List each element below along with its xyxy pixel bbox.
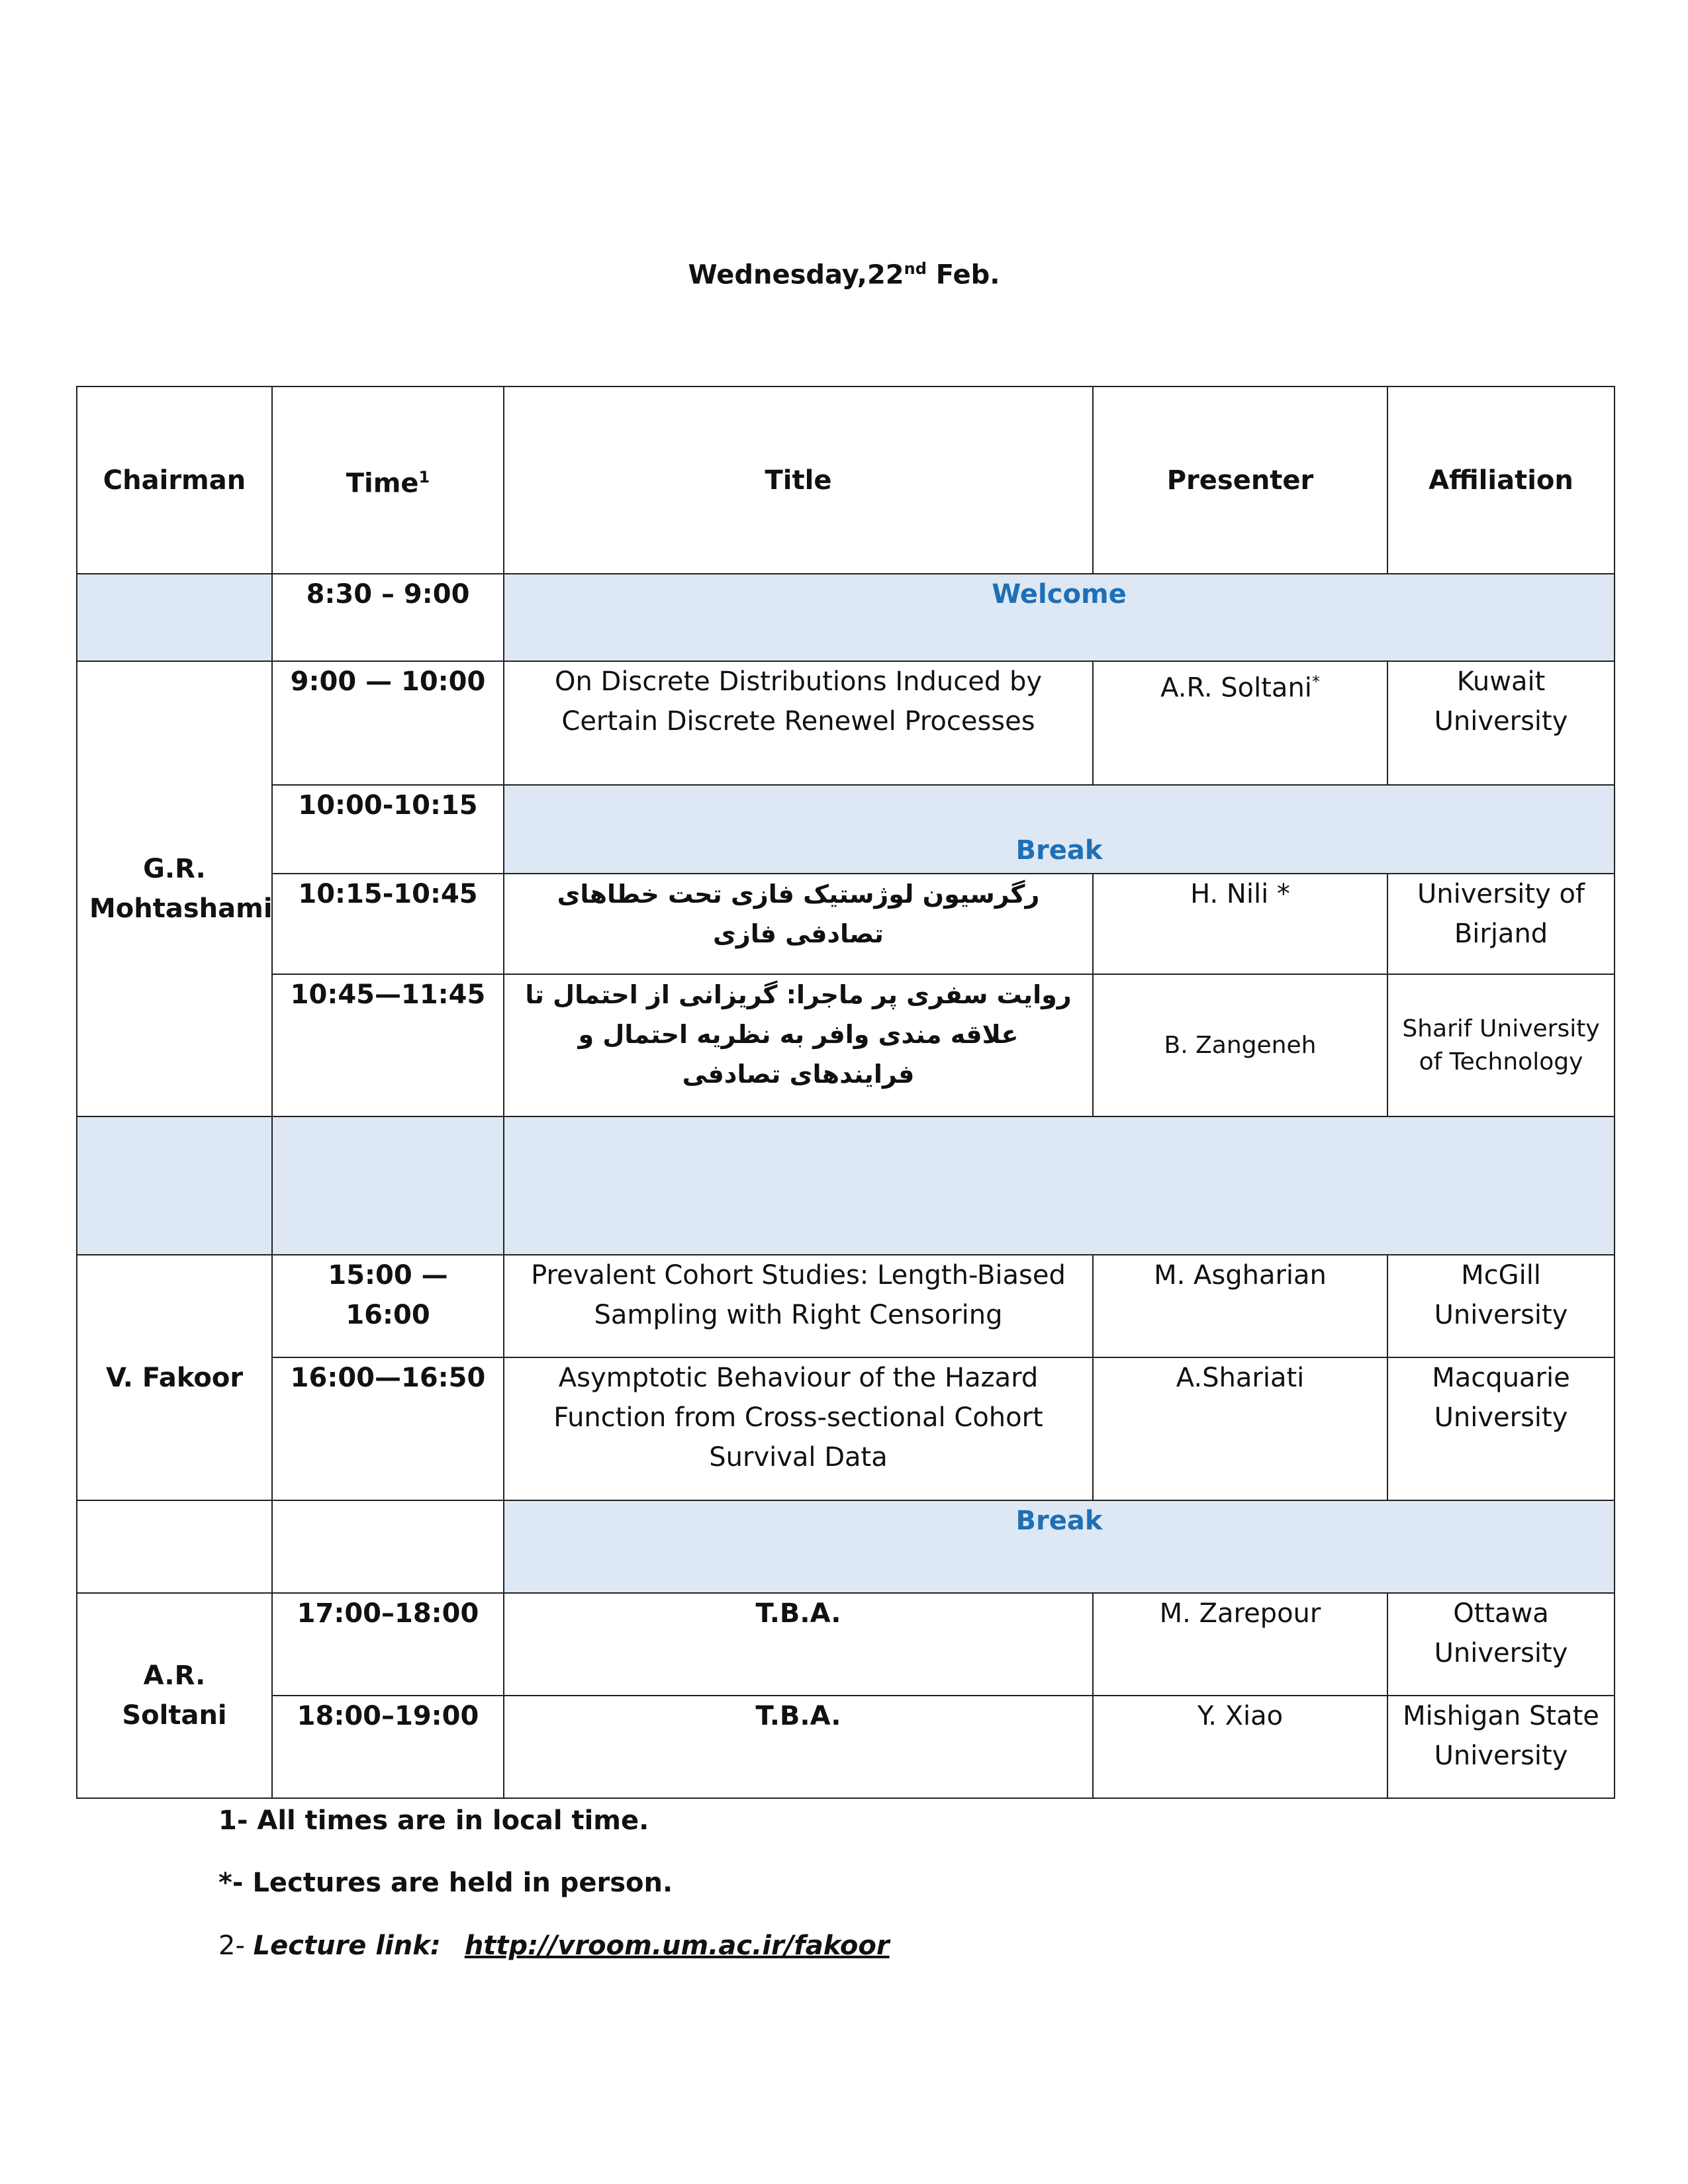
talk-time: 15:00 — 16:00: [272, 1255, 504, 1357]
header-presenter: Presenter: [1093, 387, 1387, 574]
lecture-link[interactable]: http://vroom.um.ac.ir/fakoor: [464, 1931, 890, 1961]
break-label: Break: [504, 785, 1615, 874]
talk-title: Prevalent Cohort Studies: Length-Biased Sampling with Right Censoring: [504, 1255, 1093, 1357]
header-chairman: Chairman: [77, 387, 272, 574]
presenter-sup: *: [1311, 672, 1320, 691]
presenter-name: A.R. Soltani: [1160, 672, 1312, 704]
break-time: 10:00-10:15: [272, 785, 504, 874]
talk-affiliation: University of Birjand: [1387, 874, 1615, 974]
talk-time: 10:45—11:45: [272, 974, 504, 1116]
table-row: [77, 1357, 1615, 1500]
table-row: [77, 661, 1615, 785]
talk-affiliation: Ottawa University: [1387, 1593, 1615, 1696]
header-affiliation: Affiliation: [1387, 387, 1615, 574]
header-time-sup: 1: [418, 467, 430, 486]
note-local-time: 1- All times are in local time.: [218, 1805, 649, 1836]
talk-presenter: H. Nili *: [1093, 874, 1387, 974]
talk-title: روایت سفری پر ماجرا: گریزانی از احتمال تا علاقه مندی وافر به نظریه احتمال و فرایندهای تصادفی: [504, 974, 1093, 1116]
welcome-chair-cell: [77, 574, 272, 661]
talk-time: 10:15-10:45: [272, 874, 504, 974]
page-title: [0, 259, 1688, 290]
title-rest: Feb.: [926, 259, 1000, 291]
break-chair-cell: [77, 1500, 272, 1593]
header-row: [77, 387, 1615, 574]
talk-title: Asymptotic Behaviour of the Hazard Function from Cross-sectional Cohort Survival Data: [504, 1357, 1093, 1500]
talk-affiliation: Macquarie University: [1387, 1357, 1615, 1500]
schedule-table: [76, 386, 1615, 1799]
gap-cell: [77, 1116, 272, 1255]
talk-time: 18:00–19:00: [272, 1696, 504, 1798]
header-title: Title: [504, 387, 1093, 574]
talk-presenter: A.Shariati: [1093, 1357, 1387, 1500]
talk-title: T.B.A.: [504, 1593, 1093, 1696]
table-row: [77, 974, 1615, 1116]
break-row: [77, 785, 1615, 874]
talk-presenter: Y. Xiao: [1093, 1696, 1387, 1798]
header-time: [272, 387, 504, 574]
table-row: [77, 1593, 1615, 1696]
welcome-row: [77, 574, 1615, 661]
chair-mohtashami: G.R. Mohtashami: [77, 661, 272, 1116]
gap-cell: [272, 1116, 504, 1255]
gap-row: [77, 1116, 1615, 1255]
talk-affiliation: McGill University: [1387, 1255, 1615, 1357]
talk-title: On Discrete Distributions Induced by Certain Discrete Renewel Processes: [504, 661, 1093, 785]
chair-soltani: A.R. Soltani: [77, 1593, 272, 1798]
talk-time: 9:00 — 10:00: [272, 661, 504, 785]
title-day: Wednesday,22: [688, 259, 904, 291]
talk-affiliation: Mishigan State University: [1387, 1696, 1615, 1798]
welcome-label: Welcome: [504, 574, 1615, 661]
header-time-label: Time: [346, 468, 419, 499]
welcome-time: 8:30 – 9:00: [272, 574, 504, 661]
title-sup: nd: [904, 259, 927, 278]
note-lecture-link: [218, 1931, 890, 1961]
table-row: [77, 1255, 1615, 1357]
talk-presenter: M. Zarepour: [1093, 1593, 1387, 1696]
talk-affiliation: Kuwait University: [1387, 661, 1615, 785]
talk-time: 16:00—16:50: [272, 1357, 504, 1500]
table-row: [77, 874, 1615, 974]
table-row: [77, 1696, 1615, 1798]
break-time-cell: [272, 1500, 504, 1593]
talk-presenter: [1093, 661, 1387, 785]
talk-time: 17:00–18:00: [272, 1593, 504, 1696]
note-in-person: *- Lectures are held in person.: [218, 1868, 673, 1898]
gap-cell: [504, 1116, 1615, 1255]
talk-title: رگرسیون لوژستیک فازی تحت خطاهای تصادفی فازی: [504, 874, 1093, 974]
note-link-label: Lecture link:: [253, 1931, 441, 1961]
talk-presenter: M. Asgharian: [1093, 1255, 1387, 1357]
chair-fakoor: V. Fakoor: [77, 1255, 272, 1500]
break-row: [77, 1500, 1615, 1593]
note-prefix: 2-: [218, 1931, 254, 1961]
talk-presenter: B. Zangeneh: [1093, 974, 1387, 1116]
talk-title: T.B.A.: [504, 1696, 1093, 1798]
talk-affiliation: Sharif University of Technology: [1387, 974, 1615, 1116]
break-label: Break: [504, 1500, 1615, 1593]
